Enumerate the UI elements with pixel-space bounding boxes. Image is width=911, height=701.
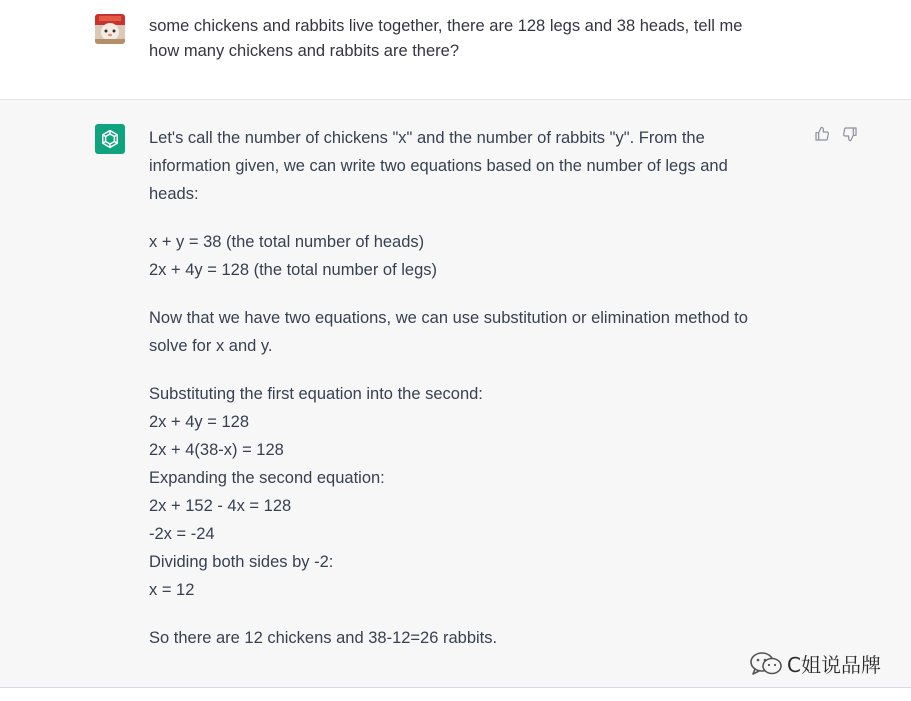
watermark xyxy=(749,649,881,678)
openai-logo-icon xyxy=(99,128,121,150)
answer-line: -2x = -24 xyxy=(149,525,215,543)
bottom-area xyxy=(0,688,911,701)
user-avatar xyxy=(95,14,125,44)
answer-paragraph-method xyxy=(149,304,799,360)
answer-paragraph-equations xyxy=(149,228,799,284)
assistant-message-text xyxy=(149,124,799,672)
answer-line: Dividing both sides by -2: xyxy=(149,553,334,571)
thumbs-down-button[interactable] xyxy=(842,126,858,142)
answer-line: x = 12 xyxy=(149,581,195,599)
answer-line: heads: xyxy=(149,185,199,203)
user-avatar-icon xyxy=(95,14,125,44)
answer-line: 2x + 4y = 128 (the total number of legs) xyxy=(149,261,438,279)
assistant-message-row xyxy=(0,100,911,688)
user-message-text xyxy=(149,14,789,64)
answer-line: information given, we can write two equations based on the number of legs and xyxy=(149,157,728,175)
answer-line: Substituting the first equation into the second: xyxy=(149,385,483,403)
answer-paragraph-steps xyxy=(149,380,799,604)
thumbs-down-icon xyxy=(842,126,858,142)
thumbs-up-button[interactable] xyxy=(814,126,830,142)
assistant-avatar xyxy=(95,124,125,154)
user-message-row xyxy=(0,0,911,100)
thumbs-up-icon xyxy=(814,126,830,142)
answer-line: solve for x and y. xyxy=(149,337,273,355)
answer-line: Let's call the number of chickens "x" and the number of rabbits "y". From the xyxy=(149,129,705,147)
answer-line: Expanding the second equation: xyxy=(149,469,385,487)
answer-line: 2x + 4(38-x) = 128 xyxy=(149,441,284,459)
feedback-buttons xyxy=(814,126,858,142)
watermark-text: C姐说品牌 xyxy=(787,653,881,677)
answer-line: So there are 12 chickens and 38-12=26 rabbits. xyxy=(149,629,498,647)
answer-paragraph-intro xyxy=(149,124,799,208)
answer-line: 2x + 152 - 4x = 128 xyxy=(149,497,292,515)
answer-paragraph-conclusion xyxy=(149,624,799,652)
answer-line: x + y = 38 (the total number of heads) xyxy=(149,233,425,251)
user-message-line: some chickens and rabbits live together, there are 128 legs and 38 heads, tell me xyxy=(149,17,743,35)
answer-line: Now that we have two equations, we can use substitution or elimination method to xyxy=(149,309,748,327)
user-message-line: how many chickens and rabbits are there? xyxy=(149,42,460,60)
wechat-icon xyxy=(749,651,783,677)
answer-line: 2x + 4y = 128 xyxy=(149,413,249,431)
